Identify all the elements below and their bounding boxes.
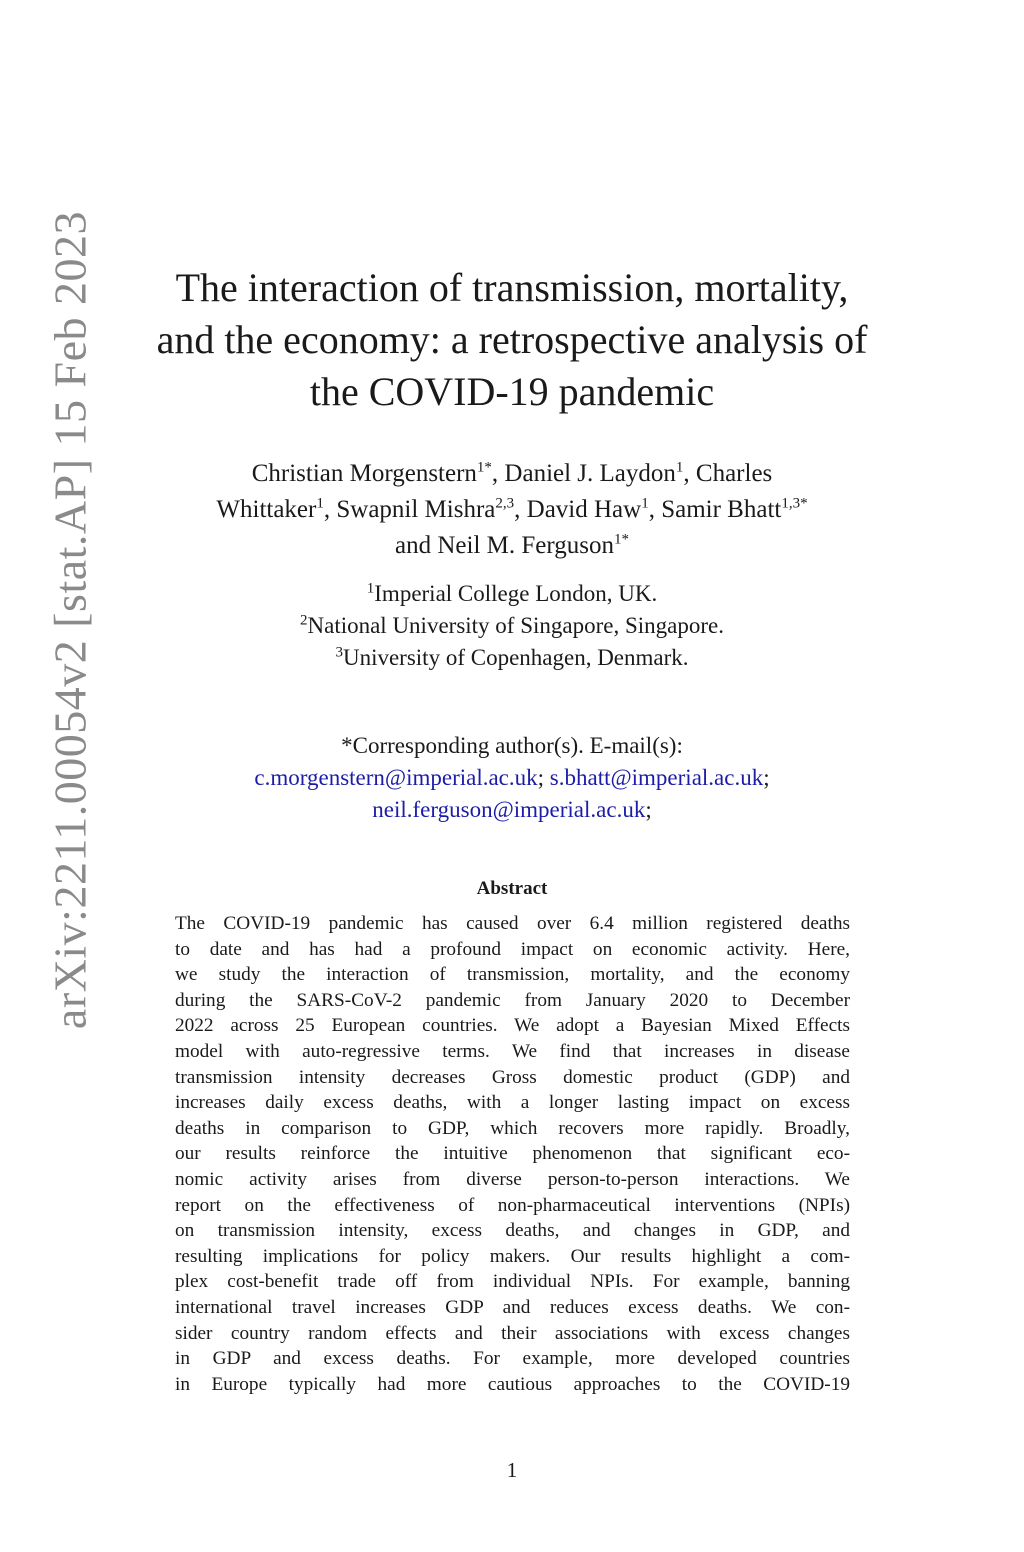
abstract-line: increases daily excess deaths, with a longer lasting impact on excess xyxy=(175,1092,850,1114)
email-separator: ; xyxy=(645,797,652,822)
abstract-line: The COVID-19 pandemic has caused over 6.4 million registered deaths xyxy=(175,913,850,934)
email-line xyxy=(130,794,894,826)
author-affiliation-mark: 1* xyxy=(613,531,629,548)
abstract-line: model with auto-regressive terms. We find that increases in disease xyxy=(175,1040,850,1062)
author-separator: , xyxy=(491,460,505,487)
paper-title xyxy=(130,262,894,418)
abstract-line: report on the effectiveness of non-pharmaceutical interventions (NPIs) xyxy=(175,1194,850,1216)
abstract-line: in Europe typically had more cautious approaches to the COVID-19 xyxy=(175,1373,850,1395)
affiliation xyxy=(130,578,894,610)
affiliation-number: 1 xyxy=(366,580,375,597)
page-number: 1 xyxy=(506,1458,518,1482)
author-affiliation-mark: 1* xyxy=(476,459,492,476)
author-affiliation-mark: 2,3 xyxy=(495,495,515,512)
author-line xyxy=(130,528,894,564)
arxiv-identifier-stamp: arXiv:2211.00054v2 [stat.AP] 15 Feb 2023 xyxy=(44,210,96,1030)
email-separator: ; xyxy=(763,765,770,790)
abstract-heading: Abstract xyxy=(476,878,548,899)
email-line xyxy=(130,762,894,794)
title-line: and the economy: a retrospective analysis of xyxy=(156,317,868,362)
affiliation-number: 3 xyxy=(335,644,343,661)
author-line xyxy=(130,492,894,528)
author-affiliation-mark: 1 xyxy=(316,495,324,512)
abstract-line: 2022 across 25 European countries. We adopt a Bayesian Mixed Effects xyxy=(175,1015,850,1037)
author-name: Christian Morgenstern xyxy=(251,460,477,487)
affiliation xyxy=(130,610,894,642)
abstract-line: sider country random effects and their associations with excess changes xyxy=(175,1322,850,1344)
author-affiliation-mark: 1 xyxy=(641,495,649,512)
author-name: Swapnil Mishra xyxy=(336,496,496,523)
abstract-line: we study the interaction of transmission, mortality, and the economy xyxy=(175,964,850,986)
author-affiliation-mark: 1,3* xyxy=(781,495,808,512)
author-name-first: Charles xyxy=(695,460,773,487)
author-name: Daniel J. Laydon xyxy=(504,460,676,487)
affiliation-text: National University of Singapore, Singapore. xyxy=(307,613,724,638)
abstract-line: international travel increases GDP and reduces excess deaths. We con- xyxy=(175,1296,850,1318)
abstract-line: deaths in comparison to GDP, which recovers more rapidly. Broadly, xyxy=(175,1117,850,1139)
abstract-line: nomic activity arises from diverse person-to-person interactions. We xyxy=(175,1168,850,1190)
author-line xyxy=(130,456,894,492)
affiliation-number: 2 xyxy=(300,612,308,629)
author-separator: , xyxy=(648,496,662,523)
affiliation-text: Imperial College London, UK. xyxy=(374,581,658,606)
affiliation-list xyxy=(130,578,894,674)
affiliation xyxy=(130,642,894,674)
abstract-line: to date and has had a profound impact on economic activity. Here, xyxy=(175,938,850,960)
author-separator: , xyxy=(683,460,696,487)
title-line: The interaction of transmission, mortality, xyxy=(175,265,849,310)
corresponding-authors xyxy=(130,730,894,826)
author-name: David Haw xyxy=(526,496,642,523)
abstract-line: plex cost-benefit trade off from individual NPIs. For example, banning xyxy=(175,1271,850,1293)
author-name: Neil M. Ferguson xyxy=(437,532,614,559)
abstract-line: resulting implications for policy makers. Our results highlight a com- xyxy=(175,1245,850,1267)
abstract-line: transmission intensity decreases Gross domestic product (GDP) and xyxy=(175,1066,850,1088)
email-separator: ; xyxy=(537,765,545,790)
abstract-body xyxy=(175,911,850,1397)
abstract-line: our results reinforce the intuitive phenomenon that significant eco- xyxy=(175,1143,850,1165)
abstract-line: on transmission intensity, excess deaths, and changes in GDP, and xyxy=(175,1220,850,1242)
title-line: the COVID-19 pandemic xyxy=(309,369,715,414)
affiliation-text: University of Copenhagen, Denmark. xyxy=(342,645,689,670)
author-affiliation-mark: 1 xyxy=(675,459,684,476)
author-separator: , xyxy=(323,496,337,523)
email-link-morgenstern[interactable]: c.morgenstern@imperial.ac.uk xyxy=(254,765,538,790)
email-link-bhatt[interactable]: s.bhatt@imperial.ac.uk xyxy=(549,765,764,790)
email-link-ferguson[interactable]: neil.ferguson@imperial.ac.uk xyxy=(372,797,646,822)
abstract-line: in GDP and excess deaths. For example, more developed countries xyxy=(175,1348,850,1370)
author-name: Samir Bhatt xyxy=(661,496,782,523)
author-list xyxy=(130,456,894,564)
author-separator: , xyxy=(514,496,527,523)
author-conjunction: and xyxy=(395,532,438,559)
corresponding-label: *Corresponding author(s). E-mail(s): xyxy=(341,733,683,758)
author-name-last: Whittaker xyxy=(216,496,317,523)
abstract-line: during the SARS-CoV-2 pandemic from January 2020 to December xyxy=(175,989,850,1011)
